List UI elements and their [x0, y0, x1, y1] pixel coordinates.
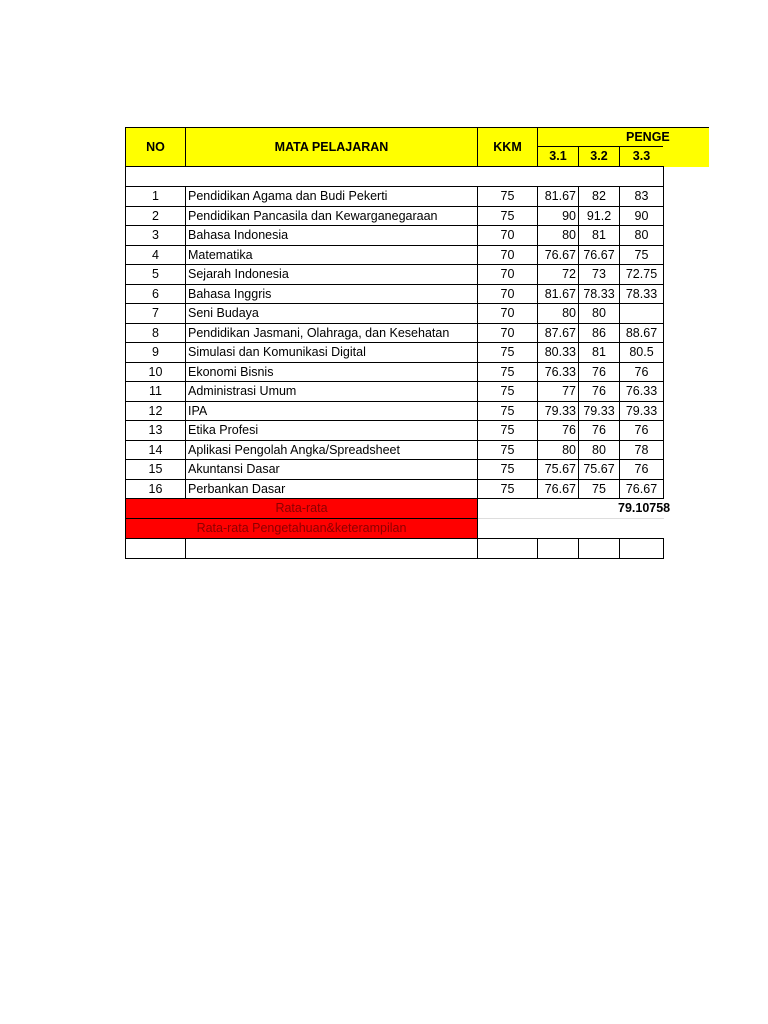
- cell-no[interactable]: 15: [125, 459, 186, 480]
- cell-3-3[interactable]: 76.33: [619, 381, 664, 402]
- cell-3-3[interactable]: [619, 303, 664, 324]
- cell-3-1[interactable]: 76.67: [537, 245, 579, 265]
- cell-3-1[interactable]: 90: [537, 206, 579, 226]
- cell-subject[interactable]: Seni Budaya: [185, 303, 478, 324]
- cell-subject[interactable]: Etika Profesi: [185, 420, 478, 441]
- combined-average-value[interactable]: [477, 518, 664, 539]
- cell-3-3[interactable]: 72.75: [619, 264, 664, 285]
- cell-subject[interactable]: Pendidikan Pancasila dan Kewarganegaraan: [185, 206, 478, 226]
- header-subject[interactable]: MATA PELAJARAN: [185, 127, 478, 167]
- cell-3-2[interactable]: 80: [578, 440, 620, 460]
- cell-3-2[interactable]: 75: [578, 479, 620, 499]
- cell-3-1[interactable]: 75.67: [537, 459, 579, 480]
- cell-3-3[interactable]: 88.67: [619, 323, 664, 343]
- cell-no[interactable]: 3: [125, 225, 186, 246]
- cell-3-3[interactable]: 79.33: [619, 401, 664, 421]
- cell-3-1[interactable]: 81.67: [537, 284, 579, 304]
- cell-3-2[interactable]: 75.67: [578, 459, 620, 480]
- cell-kkm[interactable]: 75: [477, 420, 538, 441]
- cell-3-2[interactable]: 91.2: [578, 206, 620, 226]
- cell-kkm[interactable]: 70: [477, 264, 538, 285]
- cell-kkm[interactable]: 70: [477, 245, 538, 265]
- cell-3-2[interactable]: 76: [578, 381, 620, 402]
- cell-subject[interactable]: IPA: [185, 401, 478, 421]
- cell-3-3[interactable]: 76.67: [619, 479, 664, 499]
- cell-kkm[interactable]: 75: [477, 479, 538, 499]
- cell-no[interactable]: 1: [125, 186, 186, 207]
- cell-no[interactable]: 8: [125, 323, 186, 343]
- cell-3-3[interactable]: 78: [619, 440, 664, 460]
- empty-cell-3-1[interactable]: [537, 538, 579, 559]
- empty-cell-subject[interactable]: [185, 538, 478, 559]
- cell-3-3[interactable]: 78.33: [619, 284, 664, 304]
- empty-cell-3-3[interactable]: [619, 538, 664, 559]
- cell-3-1[interactable]: 80.33: [537, 342, 579, 363]
- cell-3-3[interactable]: 76: [619, 362, 664, 382]
- cell-3-2[interactable]: 82: [578, 186, 620, 207]
- header-kkm[interactable]: KKM: [477, 127, 538, 167]
- cell-no[interactable]: 16: [125, 479, 186, 499]
- cell-subject[interactable]: Bahasa Indonesia: [185, 225, 478, 246]
- cell-3-2[interactable]: 73: [578, 264, 620, 285]
- cell-3-1[interactable]: 80: [537, 440, 579, 460]
- cell-3-1[interactable]: 76.67: [537, 479, 579, 499]
- cell-3-1[interactable]: 87.67: [537, 323, 579, 343]
- cell-3-3[interactable]: 80.5: [619, 342, 664, 363]
- cell-kkm[interactable]: 75: [477, 440, 538, 460]
- cell-3-2[interactable]: 76: [578, 420, 620, 441]
- cell-3-2[interactable]: 76: [578, 362, 620, 382]
- cell-subject[interactable]: Pendidikan Agama dan Budi Pekerti: [185, 186, 478, 207]
- cell-subject[interactable]: Administrasi Umum: [185, 381, 478, 402]
- cell-3-2[interactable]: 80: [578, 303, 620, 324]
- cell-no[interactable]: 9: [125, 342, 186, 363]
- cell-3-3[interactable]: 76: [619, 459, 664, 480]
- cell-3-2[interactable]: 81: [578, 342, 620, 363]
- cell-kkm[interactable]: 75: [477, 206, 538, 226]
- cell-subject[interactable]: Perbankan Dasar: [185, 479, 478, 499]
- cell-kkm[interactable]: 75: [477, 362, 538, 382]
- cell-3-1[interactable]: 80: [537, 303, 579, 324]
- cell-3-2[interactable]: 78.33: [578, 284, 620, 304]
- cell-no[interactable]: 4: [125, 245, 186, 265]
- cell-no[interactable]: 7: [125, 303, 186, 324]
- blank-row[interactable]: [125, 166, 664, 187]
- cell-subject[interactable]: Pendidikan Jasmani, Olahraga, dan Kesehatan: [185, 323, 478, 343]
- cell-no[interactable]: 2: [125, 206, 186, 226]
- cell-3-2[interactable]: 81: [578, 225, 620, 246]
- cell-no[interactable]: 13: [125, 420, 186, 441]
- cell-no[interactable]: 10: [125, 362, 186, 382]
- cell-no[interactable]: 11: [125, 381, 186, 402]
- cell-kkm[interactable]: 75: [477, 186, 538, 207]
- cell-3-3[interactable]: 83: [619, 186, 664, 207]
- header-group[interactable]: PENGE: [537, 127, 709, 147]
- empty-cell-no[interactable]: [125, 538, 186, 559]
- cell-subject[interactable]: Akuntansi Dasar: [185, 459, 478, 480]
- cell-3-2[interactable]: 86: [578, 323, 620, 343]
- cell-3-2[interactable]: 76.67: [578, 245, 620, 265]
- cell-3-1[interactable]: 77: [537, 381, 579, 402]
- header-col-3-3[interactable]: 3.3: [619, 146, 664, 167]
- cell-kkm[interactable]: 75: [477, 342, 538, 363]
- cell-kkm[interactable]: 70: [477, 284, 538, 304]
- cell-kkm[interactable]: 70: [477, 323, 538, 343]
- header-fill-extra: [663, 146, 709, 167]
- empty-cell-3-2[interactable]: [578, 538, 620, 559]
- cell-subject[interactable]: Matematika: [185, 245, 478, 265]
- header-no[interactable]: NO: [125, 127, 186, 167]
- cell-3-1[interactable]: 79.33: [537, 401, 579, 421]
- cell-kkm[interactable]: 75: [477, 401, 538, 421]
- cell-3-1[interactable]: 72: [537, 264, 579, 285]
- cell-3-1[interactable]: 76.33: [537, 362, 579, 382]
- average-label[interactable]: Rata-rata: [125, 498, 478, 519]
- cell-subject[interactable]: Simulasi dan Komunikasi Digital: [185, 342, 478, 363]
- cell-3-1[interactable]: 80: [537, 225, 579, 246]
- cell-3-3[interactable]: 80: [619, 225, 664, 246]
- cell-3-3[interactable]: 75: [619, 245, 664, 265]
- cell-3-3[interactable]: 90: [619, 206, 664, 226]
- cell-kkm[interactable]: 75: [477, 459, 538, 480]
- combined-average-label[interactable]: Rata-rata Pengetahuan&keterampilan: [125, 518, 478, 539]
- empty-cell-kkm[interactable]: [477, 538, 538, 559]
- header-col-3-2[interactable]: 3.2: [578, 146, 620, 167]
- cell-subject[interactable]: Aplikasi Pengolah Angka/Spreadsheet: [185, 440, 478, 460]
- cell-3-3[interactable]: 76: [619, 420, 664, 441]
- cell-kkm[interactable]: 70: [477, 303, 538, 324]
- cell-3-2[interactable]: 79.33: [578, 401, 620, 421]
- cell-no[interactable]: 14: [125, 440, 186, 460]
- cell-3-1[interactable]: 76: [537, 420, 579, 441]
- cell-no[interactable]: 5: [125, 264, 186, 285]
- cell-subject[interactable]: Bahasa Inggris: [185, 284, 478, 304]
- cell-subject[interactable]: Sejarah Indonesia: [185, 264, 478, 285]
- cell-kkm[interactable]: 75: [477, 381, 538, 402]
- cell-no[interactable]: 6: [125, 284, 186, 304]
- cell-no[interactable]: 12: [125, 401, 186, 421]
- cell-3-1[interactable]: 81.67: [537, 186, 579, 207]
- cell-subject[interactable]: Ekonomi Bisnis: [185, 362, 478, 382]
- header-col-3-1[interactable]: 3.1: [537, 146, 579, 167]
- average-value[interactable]: 79.10758: [477, 498, 664, 519]
- cell-kkm[interactable]: 70: [477, 225, 538, 246]
